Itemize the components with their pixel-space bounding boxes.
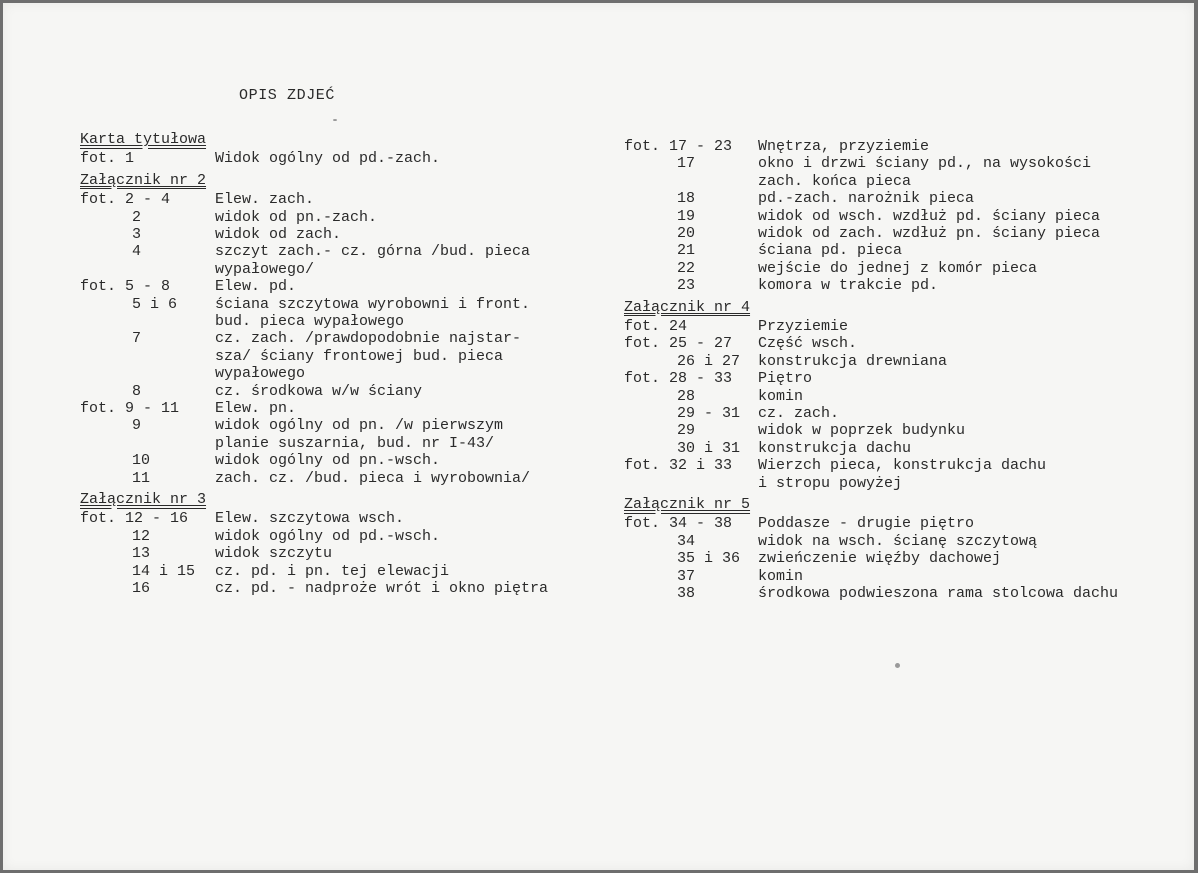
photo-description: sza/ ściany frontowej bud. pieca: [215, 347, 504, 365]
photo-description: Elew. szczytowa wsch.: [215, 510, 405, 528]
photo-number: 17: [677, 155, 696, 173]
section-heading: Załącznik nr 3: [80, 491, 207, 508]
photo-description: środkowa podwieszona rama stolcowa dachu: [758, 585, 1119, 602]
photo-description: Elew. pd.: [215, 278, 297, 296]
section-heading: Załącznik nr 2: [80, 171, 207, 189]
photo-description: widok szczytu: [215, 545, 333, 563]
photo-description: cz. zach. /prawdopodobnie najstar-: [215, 330, 522, 348]
photo-description: cz. środkowa w/w ściany: [215, 382, 423, 400]
photo-description: zach. końca pieca: [758, 172, 912, 190]
photo-number: 29 - 31: [677, 405, 741, 422]
photo-description: Poddasze - drugie piętro: [758, 515, 975, 533]
photo-number: 16: [132, 580, 151, 597]
photo-number: 29: [677, 422, 696, 440]
photo-description: ściana szczytowa wyrobowni i front.: [215, 295, 531, 313]
photo-number: 5 i 6: [132, 295, 178, 313]
photo-description: szczyt zach.- cz. górna /bud. pieca: [215, 243, 531, 261]
photo-description: cz. pd. - nadproże wrót i okno piętra: [215, 580, 549, 597]
photo-description: Wnętrza, przyziemie: [758, 138, 930, 155]
photo-range: fot. 24: [624, 318, 688, 335]
photo-description: Elew. pn.: [215, 400, 297, 417]
photo-description: komora w trakcie pd.: [758, 277, 939, 295]
photo-number: 3: [132, 226, 142, 243]
photo-number: 20: [677, 225, 696, 242]
section-heading: Załącznik nr 5: [624, 496, 751, 513]
photo-number: 19: [677, 207, 696, 225]
photo-description: zach. cz. /bud. pieca i wyrobownia/: [215, 469, 531, 487]
photo-number: 26 i 27: [677, 352, 741, 370]
photo-number: 4: [132, 243, 142, 261]
photo-range: fot. 5 - 8: [80, 278, 171, 296]
photo-range: fot. 25 - 27: [624, 335, 733, 353]
photo-number: 37: [677, 567, 696, 585]
photo-description: widok na wsch. ścianę szczytową: [758, 532, 1038, 550]
photo-description: konstrukcja dachu: [758, 439, 912, 457]
photo-number: 35 i 36: [677, 550, 741, 568]
photo-description: widok w poprzek budynku: [758, 422, 966, 440]
photo-description: okno i drzwi ściany pd., na wysokości: [758, 155, 1092, 173]
photo-description: widok od zach.: [215, 226, 342, 243]
photo-description: komin: [758, 387, 804, 405]
section-heading: Karta tytułowa: [80, 131, 207, 148]
photo-number: 18: [677, 190, 696, 208]
photo-number: 12: [132, 527, 151, 545]
document-card: [3, 3, 1194, 870]
photo-description: konstrukcja drewniana: [758, 352, 948, 370]
photo-number: 28: [677, 387, 696, 405]
photo-description: Część wsch.: [758, 335, 858, 353]
photo-description: widok ogólny od pd.-wsch.: [215, 527, 441, 545]
photo-range: fot. 9 - 11: [80, 400, 180, 417]
photo-number: 21: [677, 242, 696, 260]
photo-range: fot. 12 - 16: [80, 510, 189, 528]
photo-description: widok ogólny od pn. /w pierwszym: [215, 417, 504, 435]
photo-description: widok ogólny od pn.-wsch.: [215, 452, 441, 470]
photo-range: fot. 1: [80, 150, 135, 168]
photo-description: Przyziemie: [758, 318, 849, 335]
photo-number: 23: [677, 277, 696, 295]
photo-description: wypałowego/: [215, 260, 315, 278]
photo-number: 34: [677, 532, 696, 550]
photo-number: 9: [132, 417, 142, 435]
section-heading: Załącznik nr 4: [624, 298, 751, 316]
photo-number: 7: [132, 330, 142, 348]
photo-description: Wierzch pieca, konstrukcja dachu: [758, 457, 1047, 475]
photo-range: fot. 32 i 33: [624, 457, 733, 475]
photo-range: fot. 28 - 33: [624, 370, 733, 388]
photo-number: 11: [132, 469, 151, 487]
photo-description: widok od wsch. wzdłuż pd. ściany pieca: [758, 207, 1101, 225]
photo-description: Elew. zach.: [215, 191, 315, 209]
photo-description: i stropu powyżej: [758, 474, 903, 492]
photo-description: cz. pd. i pn. tej elewacji: [215, 562, 450, 580]
photo-description: zwieńczenie więźby dachowej: [758, 550, 1002, 568]
page-title: OPIS ZDJEĆ: [239, 87, 336, 104]
photo-number: 30 i 31: [677, 439, 741, 457]
photo-description: Widok ogólny od pd.-zach.: [215, 150, 441, 168]
photo-description: widok od pn.-zach.: [215, 208, 378, 226]
photo-range: fot. 34 - 38: [624, 515, 733, 533]
paper-speck: [895, 663, 900, 668]
photo-description: komin: [758, 567, 804, 585]
photo-number: 10: [132, 452, 151, 470]
photo-description: pd.-zach. narożnik pieca: [758, 190, 975, 208]
photo-description: wejście do jednej z komór pieca: [758, 259, 1038, 277]
photo-number: 2: [132, 208, 142, 226]
photo-number: 8: [132, 382, 142, 400]
photo-description: planie suszarnia, bud. nr I-43/: [215, 434, 495, 452]
paper-speck: [333, 119, 337, 121]
photo-description: bud. pieca wypałowego: [215, 313, 405, 330]
photo-description: cz. zach.: [758, 405, 840, 422]
photo-description: ściana pd. pieca: [758, 242, 903, 260]
photo-number: 14 i 15: [132, 562, 196, 580]
photo-description: Piętro: [758, 370, 813, 388]
photo-description: wypałowego: [215, 365, 306, 383]
photo-range: fot. 17 - 23: [624, 138, 733, 155]
photo-number: 38: [677, 585, 696, 602]
photo-range: fot. 2 - 4: [80, 191, 171, 209]
photo-number: 13: [132, 545, 151, 563]
photo-description: widok od zach. wzdłuż pn. ściany pieca: [758, 225, 1101, 242]
photo-number: 22: [677, 259, 696, 277]
